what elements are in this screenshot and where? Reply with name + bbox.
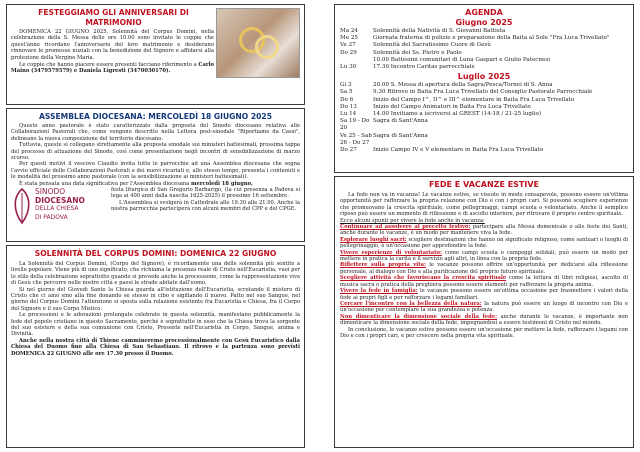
agenda-date: Do 13 bbox=[340, 103, 357, 110]
agenda-event: Solennità del Sacratissimo Cuore di Gesù bbox=[373, 42, 491, 49]
agenda-row bbox=[340, 28, 628, 35]
anniversari-box bbox=[6, 4, 305, 105]
agenda-july-title: Luglio 2025 bbox=[457, 72, 511, 82]
anniversari-title: FESTEGGIAMO GLI ANNIVERSARI DI MATRIMONIO bbox=[38, 8, 189, 27]
fede-item-text: scegliere destinazioni che hanno un significato religioso, come santuari o luoghi di pellegrinaggio, è un'occasione per approfondire la fede. bbox=[340, 236, 628, 250]
fede-item bbox=[340, 301, 628, 314]
fede-item-heading: Riflettere sulla propria vita: bbox=[340, 262, 426, 269]
logo-line2: DIOCESANO bbox=[35, 195, 85, 205]
agenda-date: Do 27 bbox=[340, 147, 357, 154]
fede-outro: In conclusione, le vacanze estive possono essere un'occasione per mettere la fede, rafforzare i legami con Dio e con i propri cari, e per crescere nella propria vita spirituale. bbox=[340, 326, 628, 339]
assemblea-p4a: È stata pensata una data significativa per l'Assemblea diocesana bbox=[19, 180, 190, 187]
agenda-date: Ma 24 bbox=[340, 28, 358, 34]
corpus-p1: La Solennità del Corpus Domini, (Corpo del Signore), è ricordamente una delle solennità più sentite a livello popolare. Viene più di uno significato, che richiama la presenza reale di Cristo nell'Eucaristia, vuoi per lo stile della celebrazione soprattutto quando si prevede anche la processione, come la rappresentazione viva di Gesù che percorre nelle nostre città e paesi le strade abitate dall'uomo. bbox=[11, 261, 300, 287]
fede-item-heading: Esplorare luoghi sacri: bbox=[340, 236, 407, 243]
agenda-event: Sagra di Sant'Anna bbox=[373, 118, 428, 125]
agenda-row bbox=[340, 104, 628, 111]
fede-item bbox=[340, 237, 628, 250]
corpus-p3: Le processioni e le adorazioni prolungate celebrate in questa solennità, manifestano pubblicamente la fede del popolo cristiano in questo Sacramento, perché è soprattutto in esso che la Chiesa trova la sorgente del suo esistere e della sua comunione con Cristo, Presente nell'Eucaristia in Corpo, Sangue, anima e Divinità. bbox=[11, 312, 300, 338]
assemblea-p3: Per questi motivi il vescovo Claudio invita tutte le parrocchie ad una Assemblea diocesana che segna l'avvio ufficiale delle Collaborazioni Pastorali e dei nuovi vicariati e, allo stesso tempo, presenta i contenuti e le modalità del prossimo anno pastorale (con la sensibilizzazione ai ministeri battesimali). bbox=[11, 161, 300, 181]
fede-item-heading: Continuare ad assolvere al precetto festivo: bbox=[340, 224, 471, 231]
anniversari-text-2: Le coppie che hanno piacere essere presenti facciano riferimento a bbox=[19, 62, 197, 69]
fede-item bbox=[340, 288, 628, 301]
fede-intro: La fede non va in vacanza! Le vacanze estive, se vissute in modo consapevole, possono essere un'ottima opportunità per rafforzare la propria relazione con Dio e con i propri cari. Si possono scegliere esperienze che promuovano la crescita spirituale, come pellegrinaggi, campi scuola o volontariato. Anche il semplice riposo può essere un momento di riflessione e di ascolto interiore, per ritrovare il proprio centro spirituale. bbox=[340, 192, 628, 218]
corpus-title: SOLENNITÀ DEL CORPUS DOMINI: DOMENICA 22 GIUGNO bbox=[34, 249, 277, 258]
agenda-row bbox=[340, 89, 628, 96]
agenda-date: Lu 14 bbox=[340, 111, 357, 118]
sinodo-leaf-icon bbox=[11, 187, 33, 225]
agenda-row bbox=[340, 133, 628, 147]
agenda-row bbox=[340, 42, 628, 49]
wedding-rings-photo bbox=[216, 8, 300, 78]
agenda-date: Lu 30 bbox=[340, 64, 357, 71]
fede-item-heading: Vivere la fede in famiglia: bbox=[340, 288, 418, 295]
logo-line3: DELLA CHIESA bbox=[35, 205, 79, 213]
fede-item-text: come campi scuola o campeggi solidali, può essere un modo per mettere in pratica la carità e il servizio agli altri, in linea con la propria fede. bbox=[340, 249, 629, 263]
fede-item-heading: Scegliere attività che favoriscano la crescita spirituale bbox=[340, 275, 507, 282]
agenda-event: Sagra di Sant'Anna bbox=[373, 132, 428, 139]
assemblea-p4b: festa liturgica di San Gregorio Barbarigo, (la cui presenza a Padova si lega ai 400 anni dalla nascita 1625-2025) il prossimo 16 settembre. bbox=[111, 187, 300, 200]
agenda-date: Sa 5 bbox=[340, 89, 353, 96]
fede-item-text: anche durante le vacanze, è importante non dimenticare la dimensione sociale della fede, impegnandosi a essere testimoni di Cristo nel mondo. bbox=[340, 313, 628, 327]
assemblea-date: mercoledì 18 giugno, bbox=[190, 180, 253, 187]
fede-item-text: come la lettura di libri religiosi, ascolto di musica sacra o pratica della preghiera possono essere elementi per rafforzare la propria anima. bbox=[340, 275, 629, 288]
agenda-date bbox=[340, 57, 373, 64]
agenda-row bbox=[340, 82, 628, 89]
fede-item-text: le vacanze possono essere un'ottima occasione per trasmettere i valori della fede ai propri figli e per rafforzare i legami familiari. bbox=[340, 288, 628, 301]
fede-item-heading: Cercare l'incontro con la bellezza della natura: bbox=[340, 300, 482, 307]
fede-item-text: le vacanze possono offrire un'opportunità per dedicarsi alla riflessione personale, al dialogo con Dio e alla purificazione del proprio futuro spirituale. bbox=[340, 262, 629, 275]
logo-line4: DI PADOVA bbox=[35, 213, 68, 221]
fede-item-text: la natura può essere un luogo di incontro con Dio e un'occasione per contemplare la sua grandezza e potenza. bbox=[340, 300, 628, 314]
agenda-event: Inizio Campo IV e V elementare in Baita Fra Luca Trivellato bbox=[373, 147, 544, 154]
agenda-date: Ve 27 bbox=[340, 42, 356, 49]
anniversari-text: DOMENICA 22 GIUGNO 2025, Solennità del Corpus Domini, nella celebrazione della S. Messa delle ore 10.00 sono invitate le coppie che quest'anno ricordano l'anniversario del loro matrimonio e desiderano rinnovare le promesse nuziali con la benedizione del Signore e affidarsi alla protezione della Vergine Maria. bbox=[11, 29, 214, 61]
agenda-title: AGENDA bbox=[465, 8, 503, 17]
agenda-event: Giornata fraterna di pulizie e preparazione della Baita al Sole "Fra Luca Trivellato" bbox=[373, 35, 610, 42]
sinodo-logo bbox=[11, 187, 107, 227]
agenda-event: 9.30 Ritrovo in Baita Fra Luca Trivellato del Consiglio Pastorale Parrocchiale bbox=[373, 89, 593, 96]
agenda-event: Inizio del Campo I^, II^ e III^ elementare in Baita Fra Luca Trivellato bbox=[373, 96, 575, 103]
fede-box bbox=[334, 176, 634, 448]
assemblea-title: ASSEMBLEA DIOCESANA: MERCOLEDÌ 18 GIUGNO 2025 bbox=[39, 112, 272, 121]
assemblea-p5: L'Assemblea si svolgerà in Cattedrale alle 19.30 alle 21.00. Anche la nostra parrocchia parteciperà con alcuni membri del CPP e del CPGE. bbox=[111, 199, 300, 213]
agenda-event: Solennità dei Ss. Pietro e Paolo bbox=[373, 49, 462, 56]
agenda-date: Sa 19 - Do 20 bbox=[340, 118, 370, 132]
fede-items bbox=[340, 224, 628, 327]
fede-item-text: partecipare alla Messa domenicale o alle feste dei Santi, anche durante le vacanze, è un modo per mantenere viva la fede. bbox=[340, 224, 629, 237]
agenda-june-title: Giugno 2025 bbox=[455, 18, 513, 27]
fede-item bbox=[340, 224, 628, 237]
assemblea-p1: Questo anno pastorale è stato caratterizzato dalla proposta del Sinodo diocesano relativa alle Collaborazioni Pastorali che, come vengono descritte nella Lettera post-sinodale "Riportiamo da Cassi", delineano la nuova composizione del territorio diocesano. bbox=[11, 123, 300, 142]
agenda-row bbox=[340, 57, 628, 64]
corpus-domini-box bbox=[6, 245, 305, 448]
agenda-row bbox=[340, 111, 628, 118]
agenda-event: Inizio del Campo Animatori in Baita Fra Luca Trivellato bbox=[373, 103, 531, 110]
agenda-july-list bbox=[340, 82, 628, 154]
agenda-date: Me 25 bbox=[340, 35, 358, 42]
agenda-event: 10.00 Battesimi comunitari di Luna Gaspari e Giulio Patecnesi bbox=[373, 56, 550, 63]
fede-title: FEDE E VACANZE ESTIVE bbox=[428, 180, 540, 189]
agenda-event: Solennità della Natività di S. Giovanni Battista bbox=[373, 28, 506, 34]
agenda-row bbox=[340, 97, 628, 104]
agenda-date: Do 6 bbox=[340, 96, 354, 103]
agenda-row bbox=[340, 64, 628, 71]
assemblea-box bbox=[6, 108, 305, 242]
agenda-event: 20.00 S. Messa di apertura della Sagra/Pesca/Tornei di S. Anna bbox=[373, 82, 553, 89]
agenda-event: 17.30 Incontro Caritas parrocchiale bbox=[373, 64, 475, 71]
agenda-row bbox=[340, 118, 628, 132]
fede-item-heading: Vivere esperienze di volontariato: bbox=[340, 249, 442, 256]
corpus-p4: Anche nella nostra città di Thiene cammineremo processionalmente con Gesù Eucaristico dalla Chiesa del Duomo fino alla Chiesa di San Sebastiano. Il ritrovo e la partenza sono previsti DOMENICA 22 GIUGNO alle ore 17.30 presso il Duomo. bbox=[11, 337, 300, 357]
fede-lead: Ecco alcuni spunti per vivere la fede anche in vacanza: bbox=[340, 217, 485, 224]
agenda-row bbox=[340, 50, 628, 57]
agenda-event: 14.00 Invitiamo a iscriversi al GREST (14-18 / 21-25 luglio) bbox=[373, 111, 542, 118]
assemblea-p2: Tuttavia, queste si collegano strettamente alla proposta sinodale sui ministeri battesimali, prossima tappa del processo di attuazione del Sinodo, così come presentazione negli incontri di sensibilizzazione di marzo scorso. bbox=[11, 142, 300, 162]
agenda-date: Ve 25 - Sab 26 - Do 27 bbox=[340, 132, 372, 146]
agenda-date: Gi 3 bbox=[340, 82, 352, 89]
agenda-date: Do 29 bbox=[340, 49, 357, 56]
agenda-box bbox=[334, 4, 634, 173]
fede-item bbox=[340, 250, 628, 263]
corpus-p2: Si nel giorno del Giovedì Santo la Chiesa guarda all'istituzione dell'Eucaristia, scrutando il mistero di Cristo che ci amò sino alla fine donando se stesso in cibo e sigillando il nuovo. Patto nel suo Sangue, nel giorno del Corpus Domini l'attenzione si sposta sulla relazione esistente fra Eucaristia e Chiesa, fra il Corpo del Signore e il suo Corpo Mistico. bbox=[11, 286, 300, 312]
fede-item bbox=[340, 314, 628, 327]
fede-item bbox=[340, 262, 628, 275]
logo-line1: SINODO bbox=[35, 187, 66, 197]
fede-item-heading: Non dimenticare la dimensione sociale della fede: bbox=[340, 313, 498, 320]
agenda-june-list bbox=[340, 28, 628, 71]
fede-item bbox=[340, 275, 628, 288]
agenda-row bbox=[340, 147, 628, 154]
anniversari-contact: Carlo Maino (3479579579) e Daniela Ligresti (3470030170). bbox=[11, 62, 214, 75]
